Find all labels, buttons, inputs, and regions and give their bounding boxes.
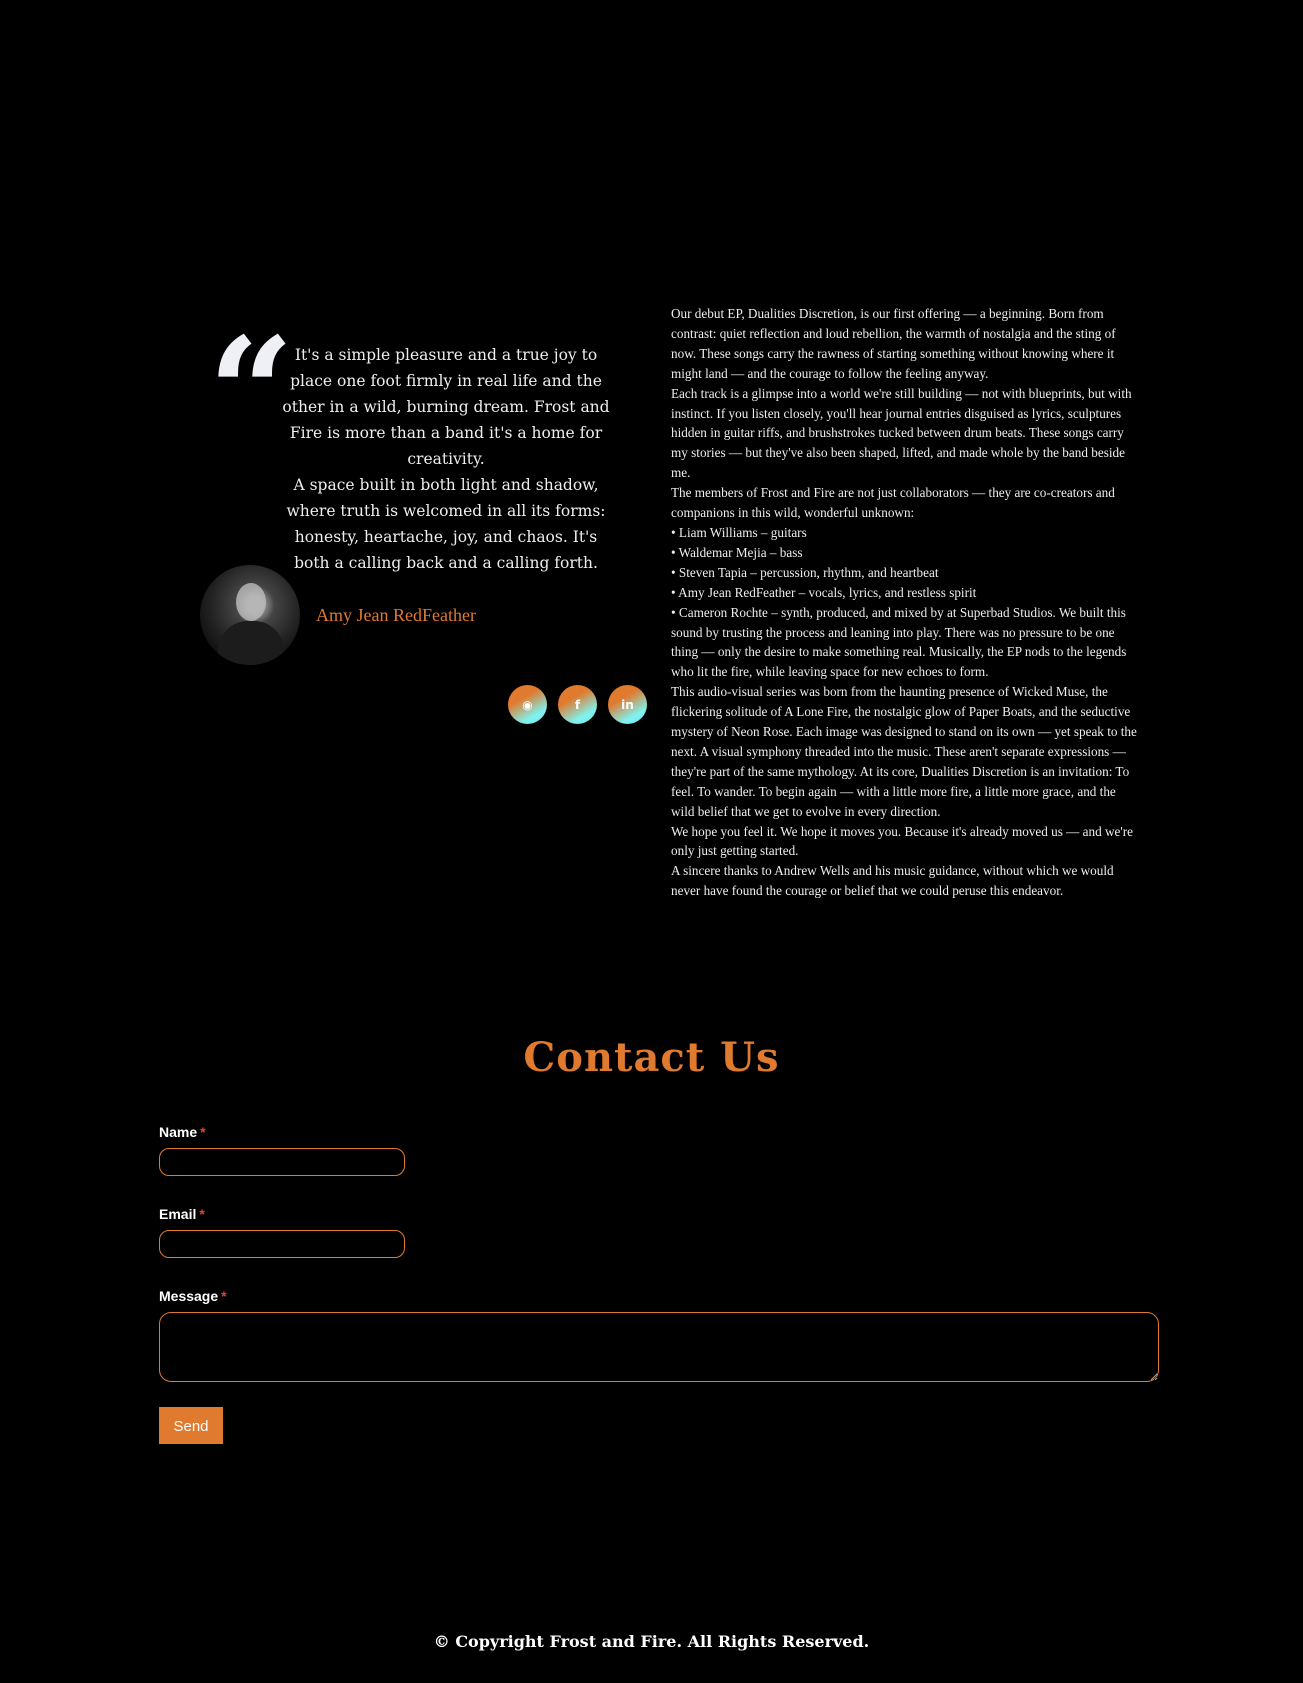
footer-copyright: © Copyright Frost and Fire. All Rights Reserved.	[433, 1632, 870, 1651]
story-paragraph: The members of Frost and Fire are not just collaborators — they are co-creators and companions in this wild, wonderful unknown:	[671, 485, 1115, 521]
message-input[interactable]	[159, 1312, 1159, 1382]
member-list-item: • Steven Tapia – percussion, rhythm, and heartbeat	[671, 564, 939, 580]
member-list-item: • Amy Jean RedFeather – vocals, lyrics, and restless spirit	[671, 584, 977, 600]
email-label-text: Email	[159, 1206, 197, 1222]
story-paragraph: This audio-visual series was born from the haunting presence of Wicked Muse, the flickering solitude of A Lone Fire, the nostalgic glow of Paper Boats, and the seductive mystery of Neon Rose. Each image was designed to stand on its own — yet speak to the next. A visual symphony threaded into the music. These aren't separate expressions — they're part of the same mythology. At its core, Dualities Discretion is an invitation: To feel. To wander. To begin again — with a little more fire, a little more grace, and the wild belief that we get to evolve in every direction.	[671, 684, 1137, 819]
email-field-group	[159, 1206, 1159, 1258]
quote-icon: “	[208, 305, 295, 481]
facebook-icon[interactable]	[558, 685, 597, 724]
social-links	[508, 685, 647, 724]
avatar	[200, 565, 300, 665]
name-label	[159, 1124, 1159, 1140]
quote-paragraph: It's a simple pleasure and a true joy to place one foot firmly in real life and the other in a wild, burning dream. Frost and Fire is more than a band it's a home for creativity.	[282, 346, 610, 468]
contact-title: Contact Us	[523, 1034, 780, 1081]
testimonial-author	[200, 565, 476, 665]
story-paragraph: Our debut EP, Dualities Discretion, is our first offering — a beginning. Born from contrast: quiet reflection and loud rebellion, the warmth of nostalgia and the sting of now. These songs carry the rawness of starting something without knowing where it might land — and the courage to follow the feeling anyway.	[671, 306, 1116, 381]
contact-form	[159, 1124, 1159, 1444]
email-label	[159, 1206, 1159, 1222]
story-paragraph: A sincere thanks to Andrew Wells and his music guidance, without which we would never have found the courage or belief that we could peruse this endeavor.	[671, 863, 1114, 899]
member-list-item: • Liam Williams – guitars	[671, 524, 807, 540]
required-mark: *	[200, 1124, 206, 1140]
required-mark: *	[221, 1288, 227, 1304]
testimonial-quote	[278, 342, 614, 576]
required-mark: *	[199, 1206, 205, 1222]
story-paragraph: We hope you feel it. We hope it moves you. Because it's already moved us — and we're only just getting started.	[671, 823, 1133, 859]
facebook-glyph: f	[574, 697, 581, 712]
name-label-text: Name	[159, 1124, 198, 1140]
ep-story	[671, 304, 1141, 901]
message-label	[159, 1288, 1159, 1304]
author-name: Amy Jean RedFeather	[316, 604, 476, 625]
member-list-item: • Cameron Rochte – synth, produced, and mixed by at Superbad Studios. We built this sound by trusting the process and leaning into play. There was no pressure to be one thing — only the desire to make something real. Musically, the EP nods to the legends who lit the fire, while leaving space for new echoes to form.	[671, 604, 1127, 680]
name-field-group	[159, 1124, 1159, 1176]
member-list-item: • Waldemar Mejia – bass	[671, 544, 803, 560]
name-input[interactable]	[159, 1148, 405, 1176]
message-field-group	[159, 1288, 1159, 1387]
send-button[interactable]: Send	[159, 1407, 223, 1444]
linkedin-icon[interactable]	[608, 685, 647, 724]
quote-paragraph: A space built in both light and shadow, where truth is welcomed in all its forms: honesty, heartache, joy, and chaos. It's both a calling back and a calling forth.	[286, 476, 606, 572]
discord-glyph: ◉	[522, 697, 533, 712]
message-label-text: Message	[159, 1288, 219, 1304]
email-input[interactable]	[159, 1230, 405, 1258]
discord-icon[interactable]	[508, 685, 547, 724]
story-paragraph: Each track is a glimpse into a world we're still building — not with blueprints, but with instinct. If you listen closely, you'll hear journal entries disguised as lyrics, sculptures hidden in guitar riffs, and brushstrokes tucked between drum beats. These songs carry my stories — but they've also been shaped, lifted, and made whole by the band beside me.	[671, 385, 1132, 481]
linkedin-glyph: in	[621, 697, 634, 712]
